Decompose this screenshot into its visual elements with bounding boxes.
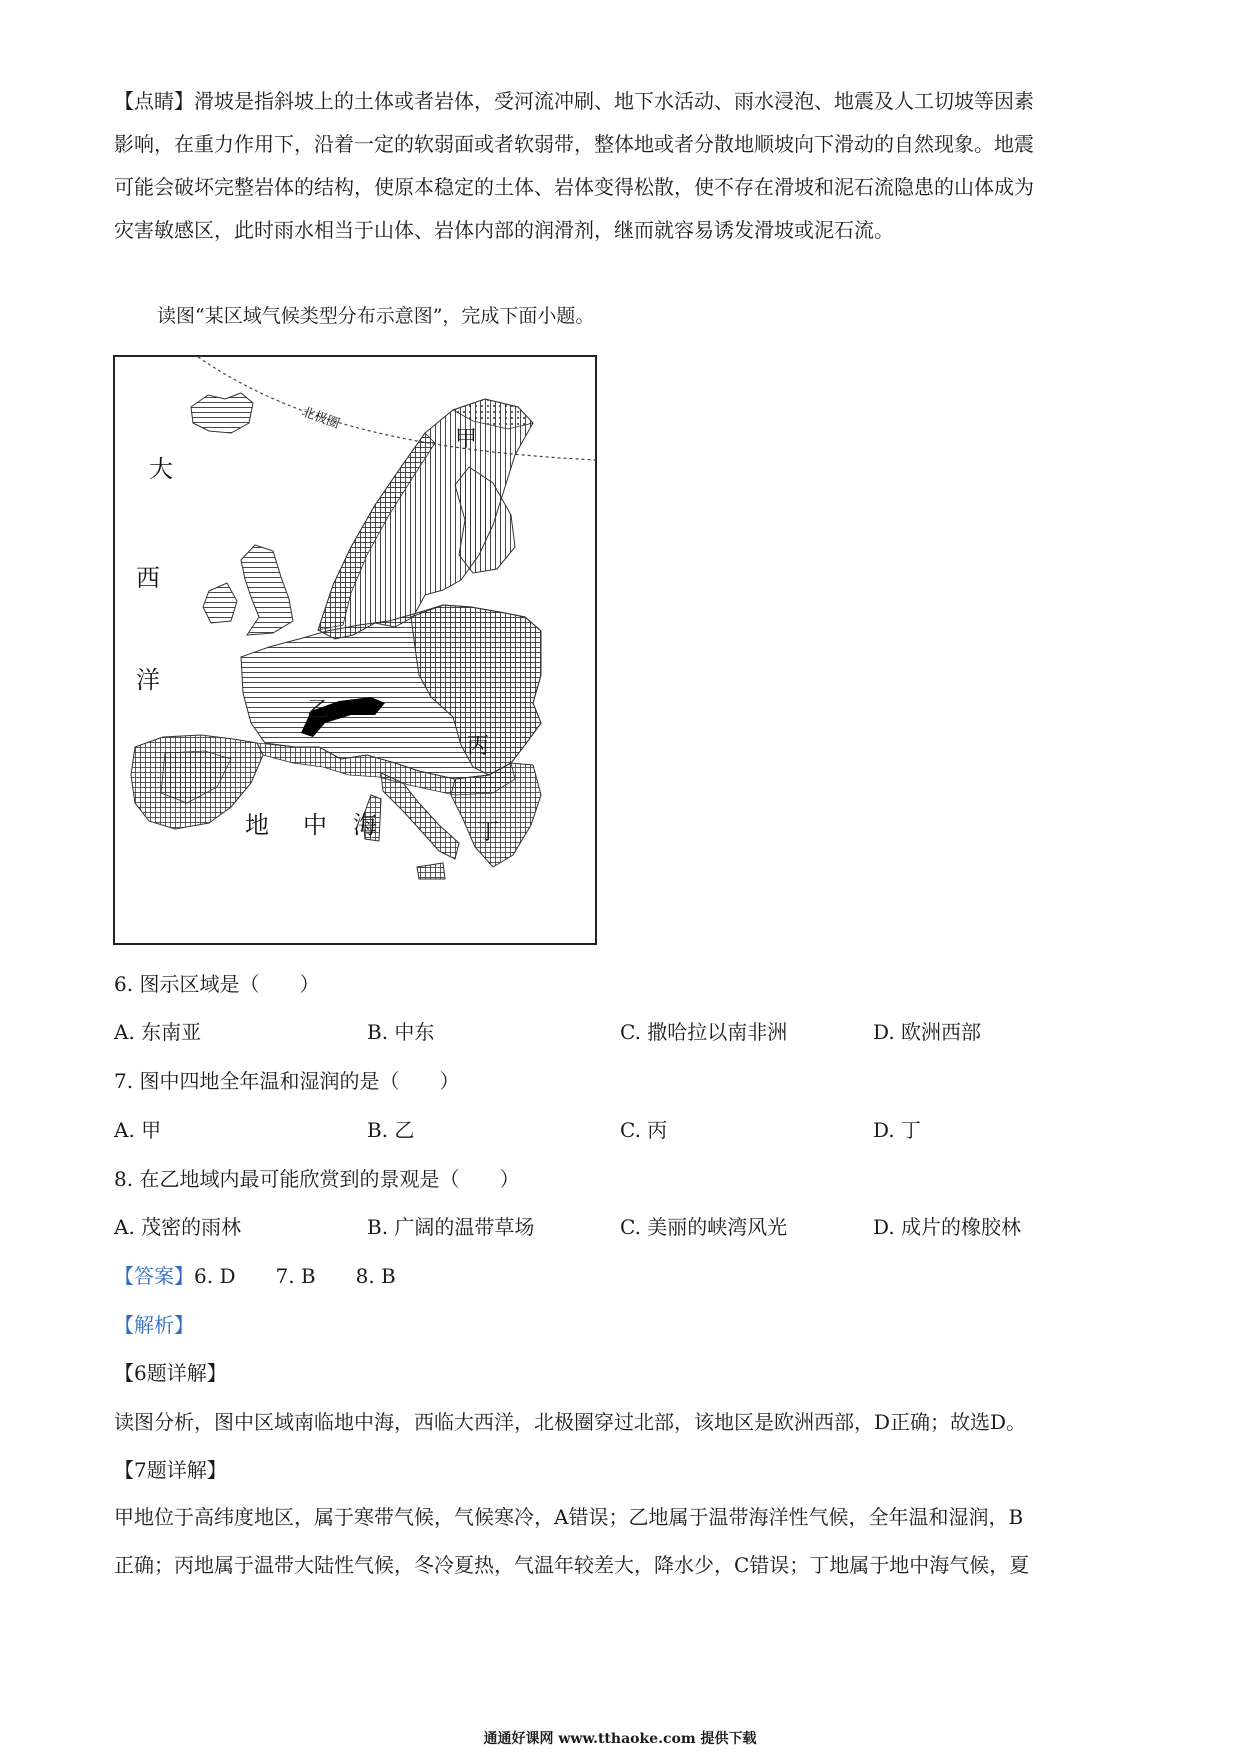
dianjing-line-4: 灾害敏感区，此时雨水相当于山体、岩体内部的润滑剂，继而就容易诱发滑坡或泥石流。: [114, 218, 894, 242]
answer-text: 6. D 7. B 8. B: [194, 1264, 396, 1288]
question-8-stem: 8. 在乙地域内最可能欣赏到的景观是（ ）: [114, 1167, 520, 1191]
arctic-circle-label: 北极圈: [299, 404, 342, 433]
ocean-label-1: 大: [149, 455, 173, 483]
detail-7-tag: 【7题详解】: [114, 1458, 227, 1482]
region-label-yi: 乙: [307, 698, 330, 723]
q8-option-b: B. 广阔的温带草场: [367, 1215, 535, 1239]
q8-option-d: D. 成片的橡胶林: [873, 1215, 1022, 1239]
q8-option-a: A. 茂密的雨林: [114, 1215, 242, 1239]
q6-option-a: A. 东南亚: [114, 1020, 202, 1044]
detail-6-line-1: 读图分析，图中区域南临地中海，西临大西洋，北极圈穿过北部，该地区是欧洲西部，D正确；故选D。: [114, 1410, 1027, 1434]
dianjing-paragraph: [114, 80, 1124, 252]
q7-option-b: B. 乙: [367, 1118, 415, 1142]
region-label-jia: 甲: [455, 427, 478, 452]
region-label-ding: 丁: [477, 820, 500, 845]
dianjing-line-2: 影响，在重力作用下，沿着一定的软弱面或者软弱带，整体地或者分散地顺坡向下滑动的自然现象。地震: [114, 132, 1034, 156]
q6-option-b: B. 中东: [367, 1020, 435, 1044]
region-label-bing: 丙: [467, 734, 490, 759]
analysis-tag: 【解析】: [114, 1313, 194, 1337]
page-footer: 通通好课网 www.tthaoke.com 提供下载: [483, 1731, 757, 1747]
answer-tag: 【答案】: [114, 1264, 194, 1288]
q7-option-a: A. 甲: [114, 1118, 162, 1142]
map-intro: 读图“某区域气候类型分布示意图”，完成下面小题。: [157, 305, 595, 327]
sea-label-2: 中: [303, 811, 327, 839]
q6-option-c: C. 撒哈拉以南非洲: [620, 1020, 788, 1044]
ocean-label-3: 洋: [136, 666, 160, 694]
detail-7-line-1: 甲地位于高纬度地区，属于寒带气候，气候寒冷，A错误；乙地属于温带海洋性气候，全年温和湿润，B: [114, 1505, 1024, 1529]
q7-option-c: C. 丙: [620, 1118, 668, 1142]
detail-7-line-2: 正确；丙地属于温带大陆性气候，冬冷夏热，气温年较差大，降水少，C错误；丁地属于地中海气候，夏: [114, 1553, 1030, 1577]
climate-map: [113, 355, 597, 945]
sea-label-3: 海: [353, 811, 377, 839]
dianjing-line-1: 滑坡是指斜坡上的土体或者岩体，受河流冲刷、地下水活动、雨水浸泡、地震及人工切坡等因素: [194, 89, 1034, 113]
answer-line: [114, 1260, 396, 1289]
detail-7-paragraph: [114, 1493, 1124, 1589]
dianjing-line-3: 可能会破坏完整岩体的结构，使原本稳定的土体、岩体变得松散，使不存在滑坡和泥石流隐患的山体成为: [114, 175, 1034, 199]
ocean-label-2: 西: [136, 564, 160, 592]
q8-option-c: C. 美丽的峡湾风光: [620, 1215, 788, 1239]
sea-label-1: 地: [245, 811, 269, 839]
question-7-stem: 7. 图中四地全年温和湿润的是（ ）: [114, 1069, 460, 1093]
detail-6-tag: 【6题详解】: [114, 1361, 227, 1385]
question-6-stem: 6. 图示区域是（ ）: [114, 972, 320, 996]
dianjing-tag: 【点睛】: [114, 89, 194, 113]
q6-option-d: D. 欧洲西部: [873, 1020, 982, 1044]
q7-option-d: D. 丁: [873, 1118, 922, 1142]
